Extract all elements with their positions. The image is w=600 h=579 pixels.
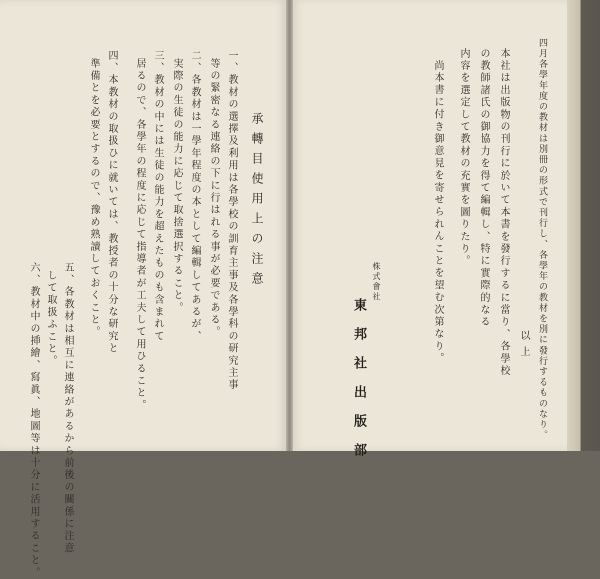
left-page-title: 承轉目使用上の注意 [250, 112, 264, 292]
right-body-line: 本社は出版物の刊行に於いて本書を發行するに當り、各學校 [498, 48, 509, 378]
right-body-line: の教師諸氏の御協力を得て編輯し、特に實際的なる [478, 48, 489, 329]
left-paragraph-line: 二、各教材は一學年程度の本として編輯してあるが、 [189, 50, 200, 343]
closing-line: 尚本書に付き御意見を寄せられんことを望む次第なり。 [432, 60, 443, 365]
left-paragraph-line: 四、本教材の取扱ひに就いては、教授者の十分な研究と [106, 50, 117, 355]
book-gutter [286, 0, 293, 451]
ijo-mark: 以上 [518, 330, 529, 362]
left-paragraph-line: 六、教材中の挿繪、寫眞、地圖等は十分に活用すること。 [28, 262, 39, 579]
left-paragraph-line: 準備とを必要とするので、豫め熟讀しておくこと。 [88, 58, 99, 339]
left-paragraph-line: 等の緊密なる連絡の下に行はれる事が必要である。 [208, 58, 219, 339]
left-paragraph-line: 一、教材の選擇及利用は各學校の訓育主事及各學科の研究主事 [226, 50, 237, 392]
left-paragraph-line: 実際の生徒の能力に応じて取捨選択すること。 [171, 58, 182, 315]
left-paragraph-line: 居るので、各學年の程度に応じて指導者が工夫して用ひること。 [134, 58, 145, 412]
left-paragraph-line: 三、教材の中には生徒の能力を超えたものも含まれて [152, 50, 163, 343]
right-page [291, 0, 567, 451]
left-paragraph-line: 五、各教材は相互に連絡があるから前後の關係に注意 [62, 262, 73, 555]
left-paragraph-line: して取扱ふこと。 [45, 270, 56, 368]
publisher-name: 東邦社出版部 [351, 298, 366, 472]
page-edge [567, 0, 600, 451]
notice-line: 四月各學年度の教材は別冊の形式で刊行し、各學年の教材を別に發行するものなり。 [537, 38, 547, 441]
publisher-company-type: 株式會社 [372, 262, 381, 302]
right-body-line: 内容を選定して教材の充實を圖りたり。 [458, 48, 469, 268]
